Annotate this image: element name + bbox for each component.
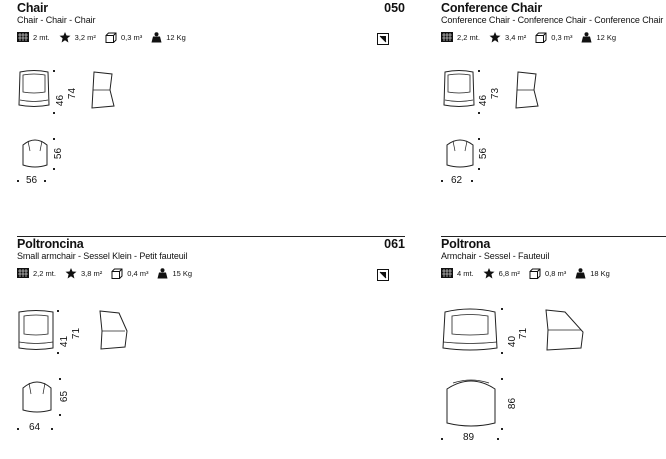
product-subtitle: Armchair - Sessel - Fauteuil [441, 251, 550, 261]
fabric-icon [17, 268, 29, 278]
fabric-icon [17, 32, 29, 42]
spec-fabric-value: 2 mt. [33, 32, 50, 42]
product-code: 061 [384, 237, 405, 251]
spec-leather [483, 268, 520, 279]
product-title: Chair [17, 1, 48, 15]
spec-row [17, 266, 201, 280]
spec-weight [575, 268, 610, 279]
volume-icon [535, 32, 547, 43]
spec-fabric-value: 2,2 mt. [457, 32, 480, 42]
cover-badge-icon [377, 33, 389, 45]
weight-icon [581, 32, 592, 43]
side-view-drawing [97, 309, 129, 355]
spec-volume [105, 32, 142, 43]
dim-depth: 65 [59, 390, 71, 403]
leather-icon [483, 268, 495, 279]
leather-icon [65, 268, 77, 279]
front-view-drawing [17, 70, 51, 112]
spec-volume [535, 32, 572, 43]
product-conference-chair [441, 0, 666, 200]
spec-row [17, 30, 195, 44]
spec-fabric [17, 32, 50, 42]
product-poltroncina [17, 236, 405, 459]
spec-leather-value: 6,8 m² [498, 268, 520, 278]
spec-volume [529, 268, 566, 279]
spec-leather [59, 32, 96, 43]
spec-volume-value: 0,3 m³ [551, 32, 573, 42]
spec-weight [157, 268, 192, 279]
dim-width: 89 [463, 432, 475, 443]
weight-icon [575, 268, 586, 279]
dim-seat-height: 46 [55, 94, 67, 107]
cover-badge-icon [377, 269, 389, 281]
side-view-drawing [90, 70, 116, 114]
product-poltrona [441, 236, 666, 459]
front-view-drawing [17, 310, 55, 354]
front-view-drawing [441, 308, 499, 354]
weight-icon [151, 32, 162, 43]
spec-fabric-value: 2,2 mt. [33, 268, 56, 278]
spec-volume [111, 268, 148, 279]
top-view-drawing [19, 378, 55, 414]
spec-fabric [17, 268, 56, 278]
spec-volume-value: 0,3 m³ [120, 32, 143, 42]
product-title: Poltrona [441, 237, 491, 251]
spec-fabric [441, 268, 474, 278]
dim-seat-height: 41 [59, 335, 71, 348]
spec-weight-value: 12 Kg [596, 32, 617, 42]
spec-weight-value: 18 Kg [590, 268, 610, 278]
side-view-drawing [543, 308, 585, 354]
spec-leather-value: 3,8 m² [80, 268, 103, 278]
dim-depth: 56 [478, 147, 490, 160]
spec-leather-value: 3,2 m² [74, 32, 96, 42]
product-chair [17, 0, 405, 200]
spec-weight-value: 12 Kg [166, 32, 186, 42]
dim-seat-height: 46 [478, 94, 490, 107]
top-view-drawing [443, 137, 477, 169]
front-view-drawing [442, 70, 476, 112]
dim-depth: 56 [53, 147, 65, 160]
dim-width: 64 [29, 422, 41, 433]
product-title: Conference Chair [441, 1, 542, 15]
spec-fabric-value: 4 mt. [457, 268, 474, 278]
spec-leather [489, 32, 526, 43]
spec-row [441, 266, 619, 280]
spec-leather [65, 268, 102, 279]
top-view-drawing [19, 137, 51, 169]
spec-weight [151, 32, 186, 43]
volume-icon [105, 32, 117, 43]
volume-icon [111, 268, 123, 279]
leather-icon [59, 32, 71, 43]
dim-seat-height: 40 [507, 335, 519, 348]
product-code: 050 [384, 1, 405, 15]
dim-height: 74 [67, 87, 79, 100]
spec-fabric [441, 32, 480, 42]
dim-depth: 86 [507, 397, 519, 410]
top-view-drawing [443, 377, 499, 429]
leather-icon [489, 32, 501, 43]
fabric-icon [441, 32, 453, 42]
fabric-icon [441, 268, 453, 278]
volume-icon [529, 268, 541, 279]
weight-icon [157, 268, 168, 279]
dim-height: 71 [71, 327, 83, 340]
product-title: Poltroncina [17, 237, 84, 251]
spec-weight-value: 15 Kg [172, 268, 193, 278]
spec-weight [581, 32, 616, 43]
spec-leather-value: 3,4 m² [504, 32, 527, 42]
product-subtitle: Chair - Chair - Chair [17, 15, 96, 25]
side-view-drawing [514, 70, 540, 114]
product-subtitle: Small armchair - Sessel Klein - Petit fauteuil [17, 251, 188, 261]
spec-volume-value: 0,4 m³ [127, 268, 149, 278]
dim-height: 73 [490, 87, 502, 100]
spec-row [441, 30, 625, 44]
dim-height: 71 [518, 327, 530, 340]
spec-volume-value: 0,8 m³ [544, 268, 567, 278]
dim-width: 56 [26, 175, 38, 186]
dim-width: 62 [451, 175, 463, 186]
product-subtitle: Conference Chair - Conference Chair - Conference Chair [441, 15, 664, 25]
